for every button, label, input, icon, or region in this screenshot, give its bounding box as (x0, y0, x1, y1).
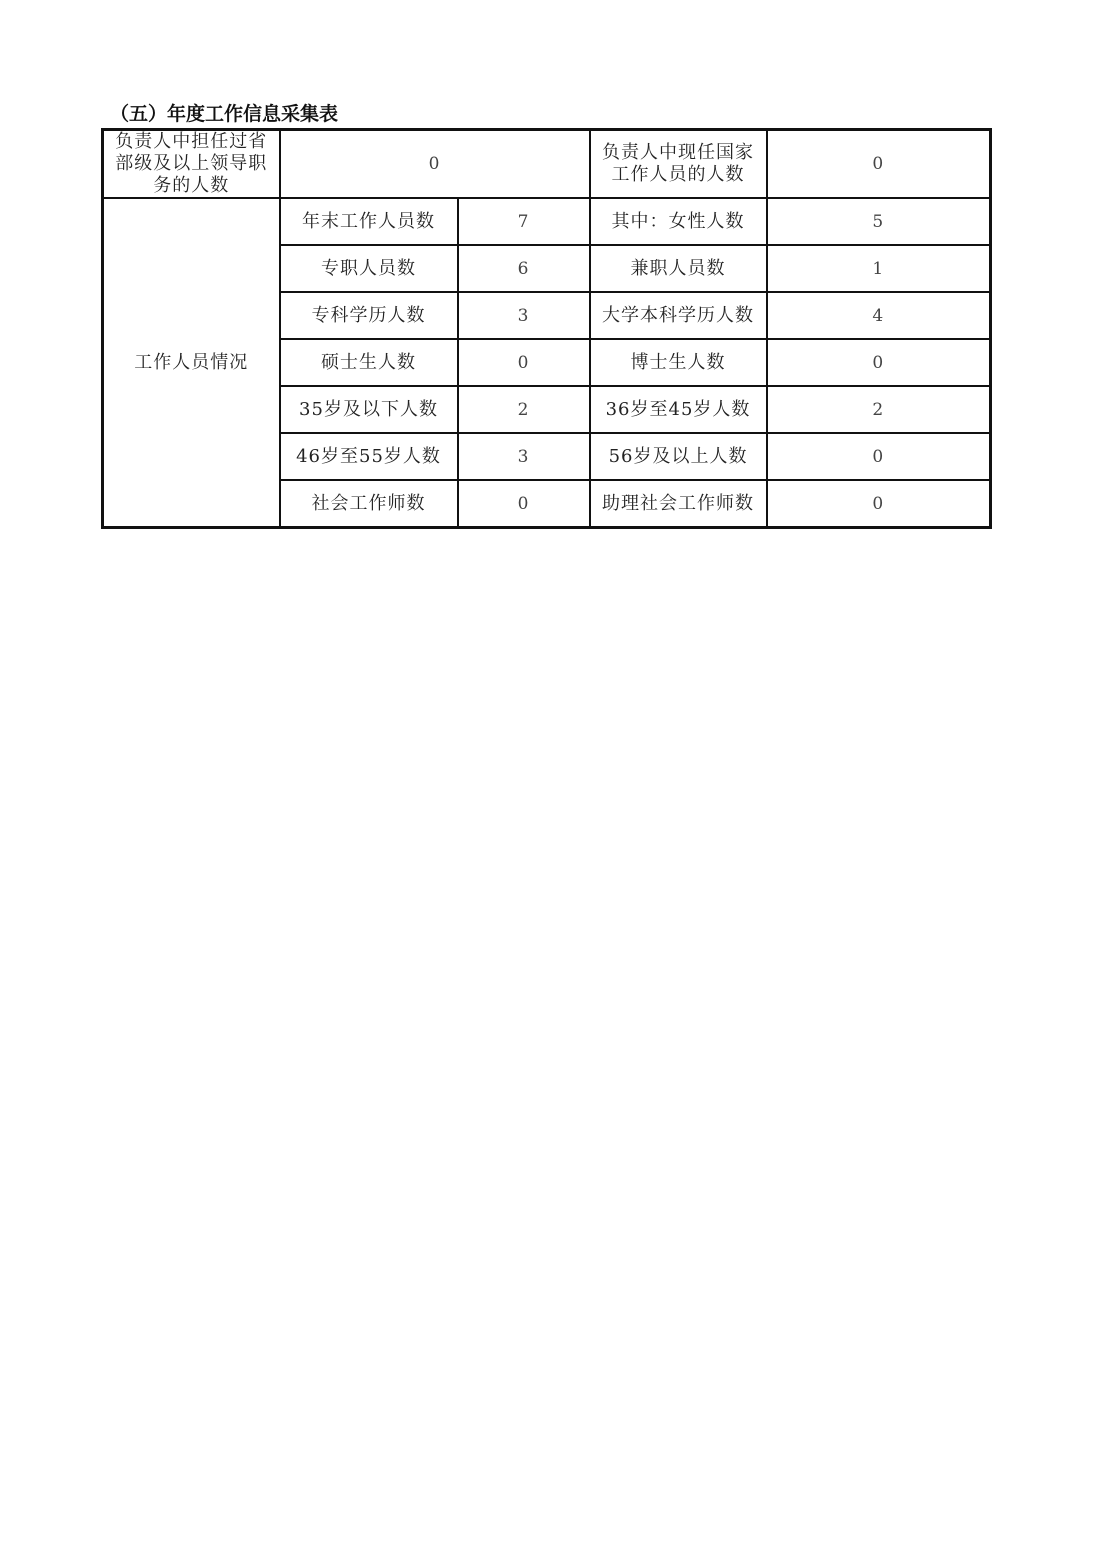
row-right-value: 0 (767, 480, 991, 528)
row-right-label: 36岁至45岁人数 (590, 386, 767, 433)
provincial-leader-label: 负责人中担任过省部级及以上领导职务的人数 (115, 131, 268, 196)
row-right-value: 4 (767, 292, 991, 339)
row-right-label: 博士生人数 (590, 339, 767, 386)
row-left-label: 专职人员数 (280, 245, 458, 292)
row-left-label: 46岁至55岁人数 (280, 433, 458, 480)
state-staff-label-cell (590, 130, 767, 199)
row-right-value: 0 (767, 339, 991, 386)
provincial-leader-value: 0 (280, 130, 590, 199)
row-right-label: 大学本科学历人数 (590, 292, 767, 339)
row-right-label: 助理社会工作师数 (590, 480, 767, 528)
row-right-label: 其中：女性人数 (590, 198, 767, 245)
row-left-label: 社会工作师数 (280, 480, 458, 528)
row-left-label: 35岁及以下人数 (280, 386, 458, 433)
row-left-label: 年末工作人员数 (280, 198, 458, 245)
state-staff-value: 0 (767, 130, 991, 199)
header-row (103, 130, 991, 199)
staff-section-label: 工作人员情况 (103, 198, 280, 528)
provincial-leader-label-cell (103, 130, 280, 199)
annual-work-info-table (101, 128, 992, 529)
row-right-label: 兼职人员数 (590, 245, 767, 292)
row-left-label: 专科学历人数 (280, 292, 458, 339)
row-left-value: 2 (458, 386, 590, 433)
row-left-value: 6 (458, 245, 590, 292)
state-staff-label: 负责人中现任国家工作人员的人数 (602, 142, 755, 185)
row-left-value: 3 (458, 292, 590, 339)
row-left-label: 硕士生人数 (280, 339, 458, 386)
row-left-value: 0 (458, 480, 590, 528)
row-right-label: 56岁及以上人数 (590, 433, 767, 480)
row-right-value: 5 (767, 198, 991, 245)
row-right-value: 2 (767, 386, 991, 433)
table-row (103, 198, 991, 245)
row-left-value: 7 (458, 198, 590, 245)
row-right-value: 0 (767, 433, 991, 480)
row-left-value: 3 (458, 433, 590, 480)
section-title: （五）年度工作信息采集表 (110, 103, 339, 125)
row-left-value: 0 (458, 339, 590, 386)
row-right-value: 1 (767, 245, 991, 292)
